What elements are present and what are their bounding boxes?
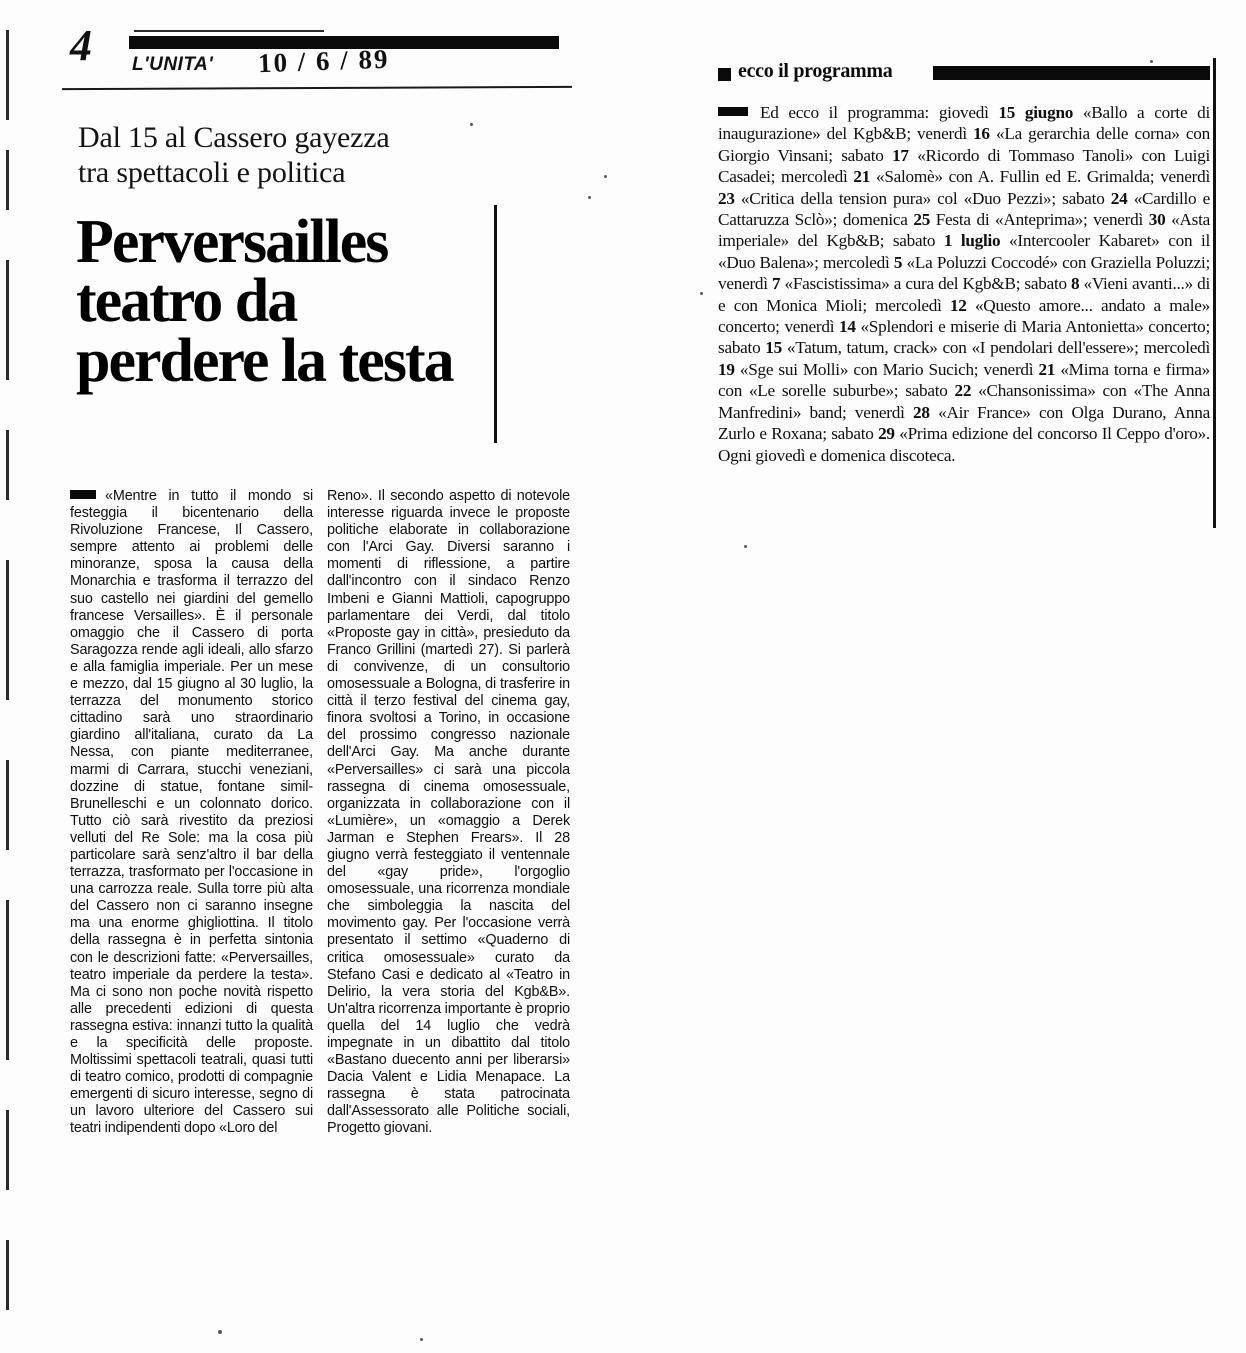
scan-speck xyxy=(218,1330,222,1334)
program-date: 19 xyxy=(718,359,735,379)
body-column-2-text: Reno». Il secondo aspetto di notevole interesse riguarda invece le proposte politiche elaborate in collaborazione con l'Arci Gay. Diversi saranno i momenti di riflessione, a partire dall'incontro con il sindaco Renzo Imbeni e Gianni Mattioli, capogruppo parlamentare dei Verdi, dal titolo «Proposte gay in città», presieduto da Franco Grillini (martedì 27). Si parlerà di convivenze, di un consultorio omosessuale a Bologna, di trasferire in città il terzo festival del cinema gay, finora svoltosi a Torino, in occasione del prossimo congresso nazionale dell'Arci Gay. Ma anche durante «Perversailles» ci sarà una piccola rassegna di cinema omosessuale, organizzata in collaborazione con il «Lumière», un «omaggio a Derek Jarman e Stephen Frears». Il 28 giugno verrà festeggiato il ventennale del «gay pride», l'orgoglio omosessuale, una ricorrenza mondiale che simboleggia la nascita del movimento gay. Per l'occasione verrà presentato il settimo «Quaderno di critica omosessuale» curato da Stefano Casi e dedicato al «Teatro in Delirio, la vera storia del Kgb&B». Un'altra ricorrenza importante è proprio quella del 14 luglio che vedrà impegnate in un dibattito dal titolo «Bastano duecento anni per liberarsi» Dacia Valent e Lidia Menapace. La rassegna è stata patrocinata dall'Assessorato alle Politiche sociali, Progetto giovani. xyxy=(327,488,570,1137)
program-date: 21 xyxy=(853,167,871,187)
sidebar-vertical-rule xyxy=(1213,58,1216,528)
program-date: 14 xyxy=(839,317,856,337)
kicker-line-2: tra spettacoli e politica xyxy=(78,156,346,190)
scan-speck xyxy=(604,175,607,178)
program-sidebar xyxy=(718,60,1210,466)
paper-name: L'UNITA' xyxy=(132,54,214,75)
program-text-run: «Salomè» con A. Fullin ed E. Grimalda; venerdì xyxy=(870,167,1210,187)
paragraph-marker-square xyxy=(70,490,96,499)
scan-speck xyxy=(420,1338,423,1341)
program-date: 1 luglio xyxy=(943,231,1001,251)
program-text-run: «Prima edizione del concorso Il Ceppo d'oro». Ogni giovedì e domenica discoteca. xyxy=(718,424,1210,465)
program-date: 16 xyxy=(973,124,990,144)
program-text-run: «La Poluzzi Coccodé» con Graziella Poluzzi; venerdì xyxy=(718,252,1210,294)
program-text-run: «Ricordo di Tommaso Tanoli» con Luigi Casadei; mercoledì xyxy=(718,145,1210,187)
program-text-run: «Fascistissima» a cura del Kgb&B; sabato xyxy=(780,274,1071,294)
body-column-1-text: «Mentre in tutto il mondo si festeggia il bicentenario della Rivoluzione Francese, Il Cassero, sempre attento ai problemi delle minoranze, sposa la causa della Monarchia e trasforma il terrazzo del suo castello nei giardini del gemello francese Versailles». È il personale omaggio che il Cassero di porta Saragozza rende agli ideali, allo sfarzo e alla famiglia imperiale. Per un mese e mezzo, dal 15 giugno al 30 luglio, la terrazza del monumento storico cittadino sarà uno straordinario giardino all'italiana, curato da La Nessa, con piante mediterranee, marmi di Carrara, stucchi veneziani, dozzine di statue, fontane simil-Brunelleschi e un colonnato dorico. Tutto ciò sarà rivestito da preziosi velluti del Re Sole: ma la cosa più particolare sarà senz'altro il bar della terrazza, trasformato per l'occasione in una carrozza reale. Sulla torre più alta del Cassero non ci saranno insegne ma una enorme ghigliottina. Il titolo della rassegna è in perfetta sintonia con le descrizioni fatte: «Perversailles, teatro imperiale da perdere la testa». Ma ci sono non poche novità rispetto alle precedenti edizioni di questa rassegna estiva: innanzi tutto la qualità e la specificità delle proposte. Moltissimi spettacoli teatrali, quasi tutti di teatro comico, prodotti di compagnie emergenti di sicuro interesse, segno di un lavoro ulteriore del Cassero sui teatri indipendenti dopo «Loro del xyxy=(70,488,313,1137)
body-paragraph-1 xyxy=(70,488,313,1138)
program-text-run: «La gerarchia delle corna» con Giorgio Vinsani; sabato xyxy=(718,124,1210,165)
headline-line-2: teatro da xyxy=(76,267,297,336)
program-text-run: Ed ecco il programma: giovedì xyxy=(760,103,999,122)
article-kicker xyxy=(78,120,562,191)
scan-speck xyxy=(744,545,747,548)
program-text-run: «Chansonissima» con «The Anna Manfredini» band; venerdì xyxy=(718,381,1211,422)
program-text-run: «Splendori e miserie di Maria Antonietta» concerto; sabato xyxy=(718,317,1210,358)
headline-line-1: Perversailles xyxy=(76,207,388,276)
program-text-run: «Asta imperiale» del Kgb&B; sabato xyxy=(718,210,1210,251)
program-date: 21 xyxy=(1038,359,1056,379)
program-date: 29 xyxy=(878,424,895,444)
program-text-run: «Ballo a corte di inaugurazione» del Kgb&B; venerdì xyxy=(718,103,1210,144)
issue-date-handwritten: 10 / 6 / 89 xyxy=(257,43,390,79)
headline-line-3: perdere la testa xyxy=(76,326,453,395)
program-text-run: «Questo amore... andato a male» concerto; venerdì xyxy=(718,295,1210,337)
sidebar-header xyxy=(718,60,1210,90)
main-article xyxy=(62,21,562,395)
sidebar-title: ecco il programma xyxy=(738,60,893,82)
program-text-run: Festa di «Anteprima»; venerdì xyxy=(930,210,1149,230)
program-date: 8 xyxy=(1071,274,1080,294)
article-body-columns xyxy=(70,488,570,1138)
program-date: 24 xyxy=(1110,188,1128,208)
program-date: 7 xyxy=(771,274,781,294)
scan-edge-artifacts xyxy=(4,0,14,1353)
program-date: 12 xyxy=(949,295,967,315)
program-text-run: «Critica della tension pura» col «Duo Pezzi»; sabato xyxy=(734,188,1111,208)
program-date: 30 xyxy=(1148,210,1166,230)
article-headline xyxy=(76,207,562,395)
body-column-1 xyxy=(70,488,313,1138)
scan-speck xyxy=(700,292,703,295)
program-date: 25 xyxy=(913,210,931,230)
program-date: 17 xyxy=(892,145,909,165)
program-date: 15 xyxy=(765,338,782,358)
sidebar-body xyxy=(718,102,1210,466)
program-date: 15 giugno xyxy=(998,103,1074,122)
masthead-bottom-rule xyxy=(62,86,572,90)
program-date: 5 xyxy=(893,252,903,272)
masthead-hairline xyxy=(134,30,324,32)
program-text-run: «Vieni avanti...» di e con Monica Mioli; mercoledì xyxy=(718,274,1210,315)
sidebar-black-bar xyxy=(933,66,1210,80)
body-column-2 xyxy=(327,488,570,1138)
body-paragraph-2 xyxy=(327,488,570,1138)
program-text xyxy=(718,103,1210,465)
scan-speck xyxy=(588,196,591,199)
program-text-run: «Air France» con Olga Durano, Anna Zurlo e Roxana; sabato xyxy=(718,402,1210,444)
program-date: 23 xyxy=(718,188,735,208)
sidebar-paragraph-marker-square xyxy=(718,107,748,116)
program-text-run: «Cardillo e Cattaruzza Sclò»; domenica xyxy=(718,188,1210,230)
program-text-run: «Mima torna e firma» con «Le sorelle suburbe»; sabato xyxy=(718,359,1210,401)
program-paragraph xyxy=(718,102,1210,466)
page-number: 4 xyxy=(70,21,92,70)
program-text-run: «Sge sui Molli» con Mario Sucich; venerdì xyxy=(734,359,1039,379)
program-text-run: «Tatum, tatum, crack» con «I pendolari dell'essere»; mercoledì xyxy=(781,338,1210,358)
masthead xyxy=(62,22,562,94)
program-date: 28 xyxy=(913,402,930,422)
kicker-line-1: Dal 15 al Cassero gayezza xyxy=(78,121,390,154)
black-square-icon xyxy=(718,68,731,81)
headline-vertical-rule xyxy=(494,205,497,443)
program-date: 22 xyxy=(954,381,972,401)
program-text-run: «Intercooler Kabaret» con il «Duo Balena»; mercoledì xyxy=(718,231,1210,272)
